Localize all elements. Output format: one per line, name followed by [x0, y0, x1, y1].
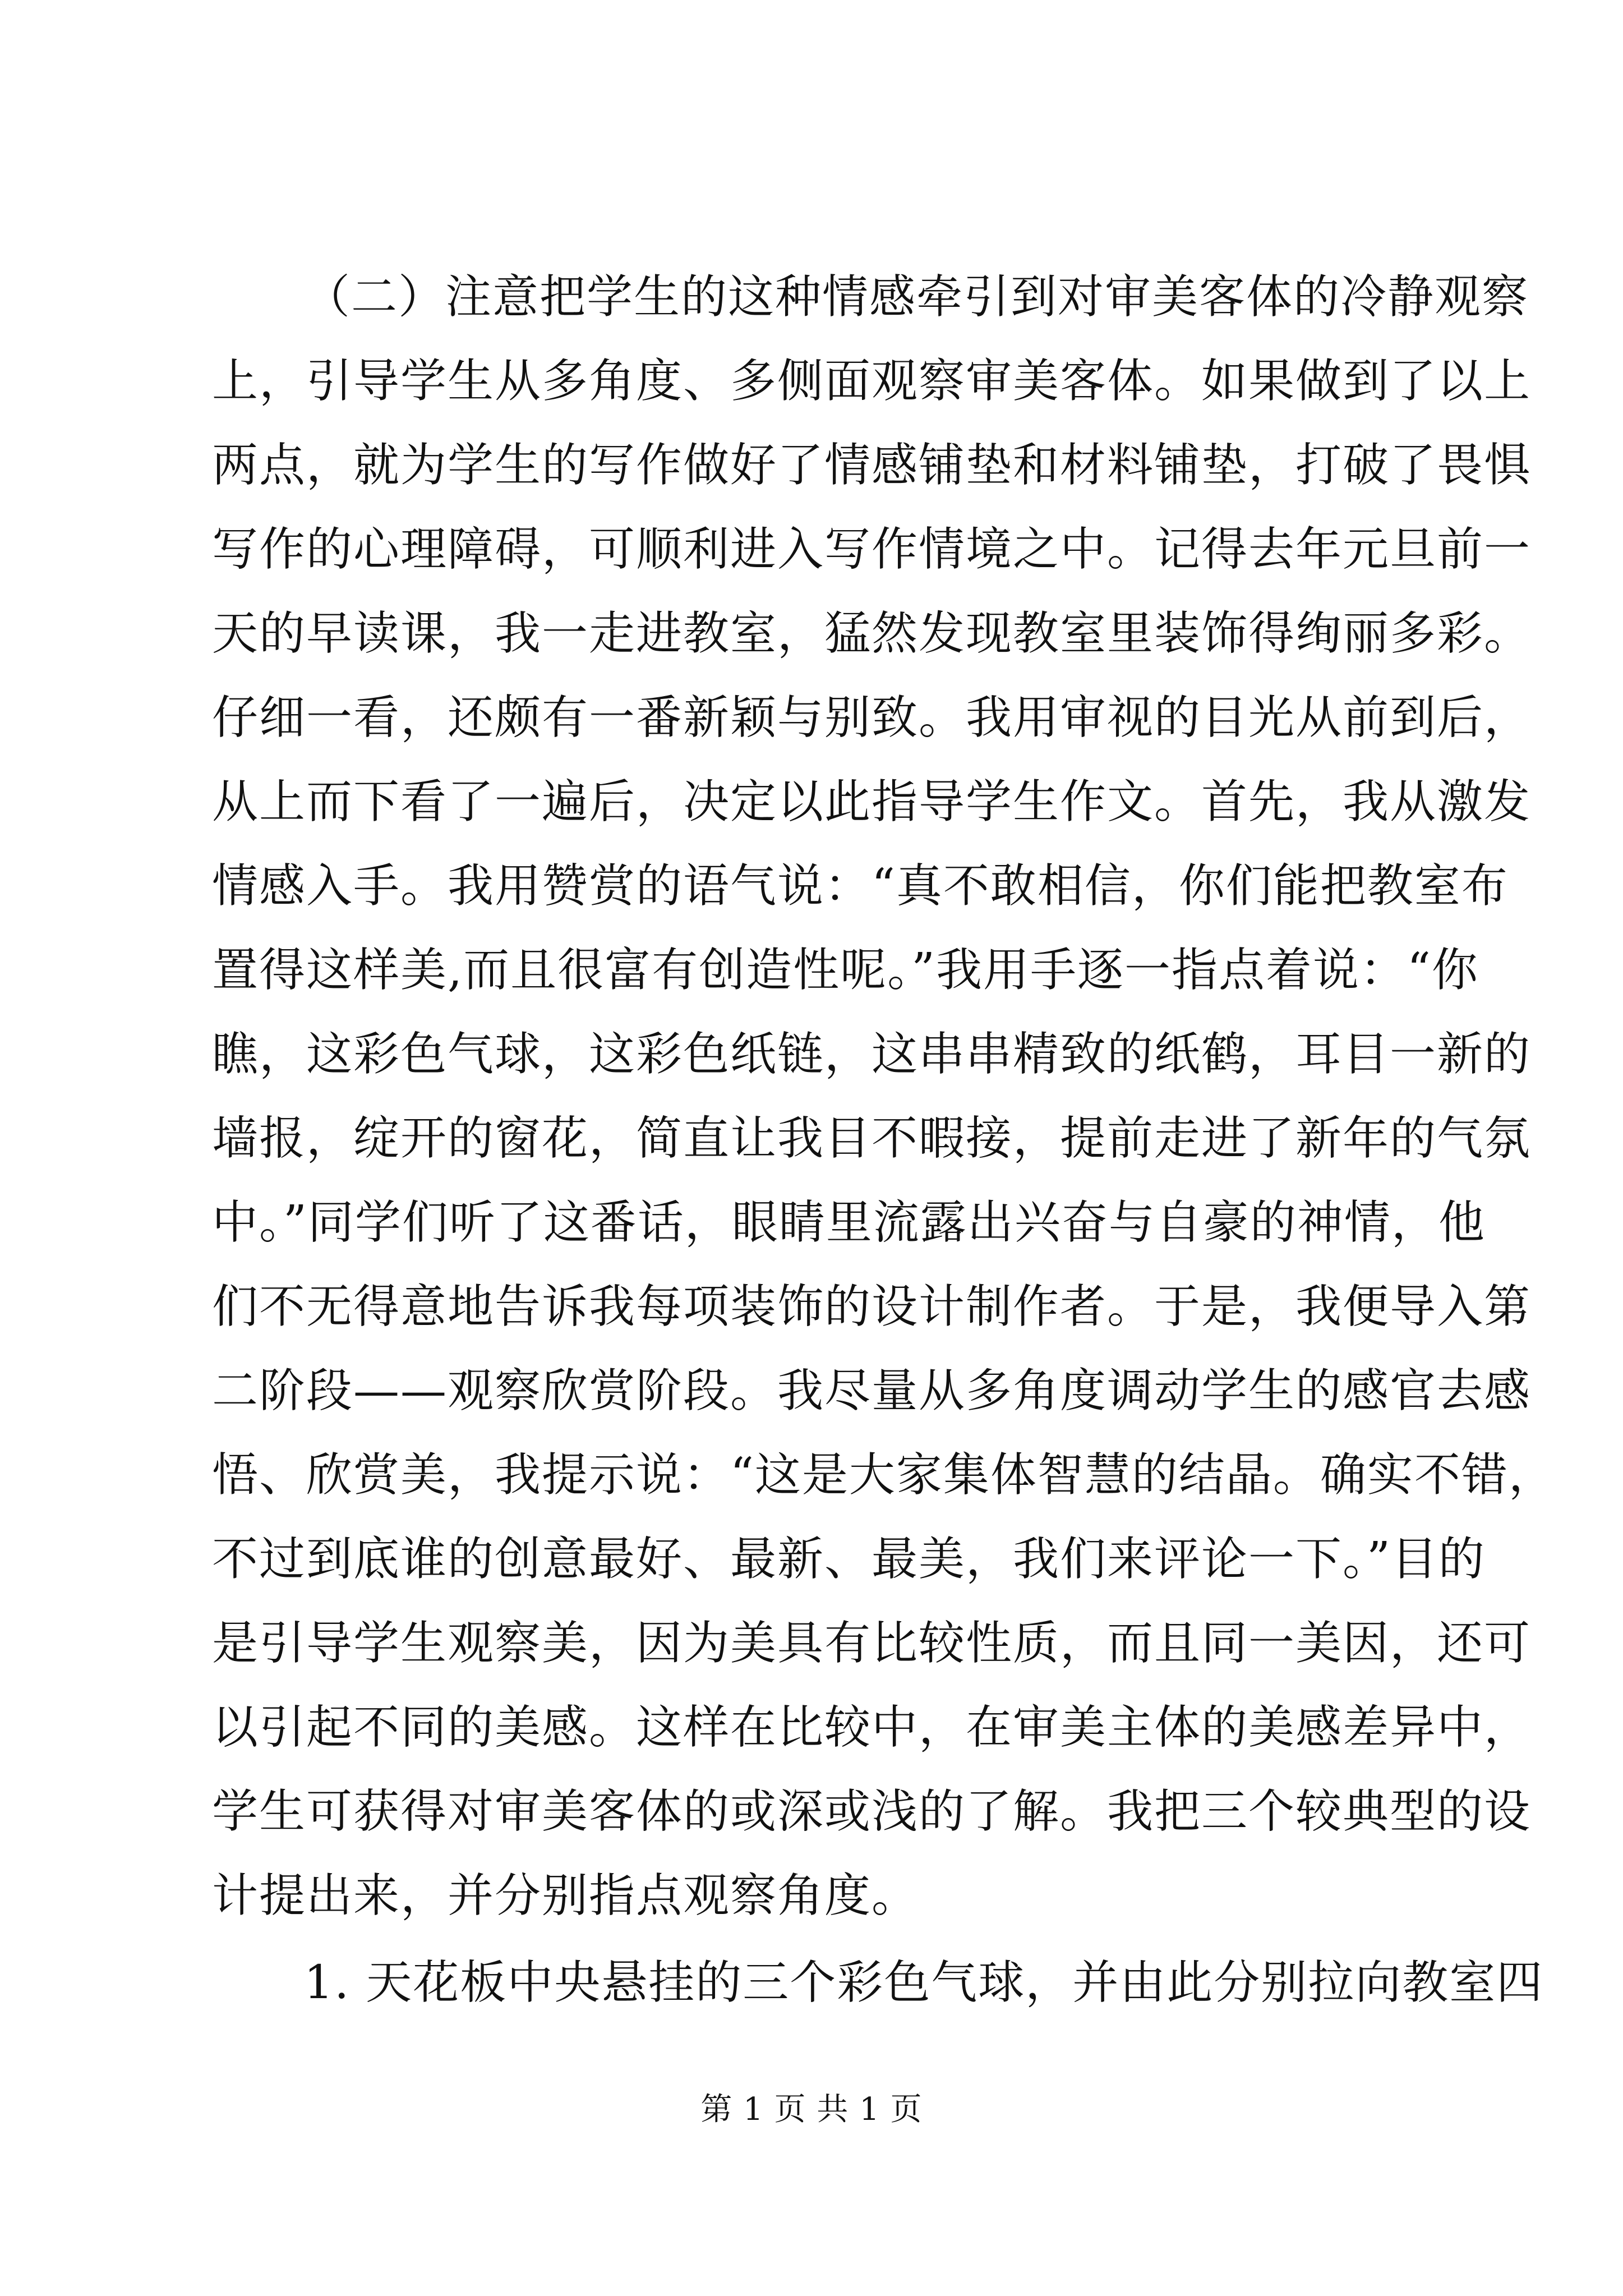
text-line: 们不无得意地告诉我每项装饰的设计制作者。于是，我便导入第 [212, 1280, 1532, 1333]
text-line: 悟、欣赏美，我提示说：“这是大家集体智慧的结晶。确实不错， [212, 1448, 1556, 1502]
text-line: 瞧，这彩色气球，这彩色纸链，这串串精致的纸鹤，耳目一新的 [212, 1028, 1532, 1081]
text-line: 是引导学生观察美，因为美具有比较性质，而且同一美因，还可 [212, 1617, 1532, 1670]
page-footer: 第 1 页 共 1 页 [700, 2091, 923, 2128]
text-line: 从上而下看了一遍后，决定以此指导学生作文。首先，我从激发 [212, 775, 1532, 829]
text-line: 二阶段——观察欣赏阶段。我尽量从多角度调动学生的感官去感 [212, 1364, 1532, 1418]
text-line: （二）注意把学生的这种情感牵引到对审美客体的冷静观察 [304, 270, 1529, 324]
text-line: 学生可获得对审美客体的或深或浅的了解。我把三个较典型的设 [212, 1785, 1532, 1838]
text-line: 两点，就为学生的写作做好了情感铺垫和材料铺垫，打破了畏惧 [212, 439, 1532, 492]
text-line: 中。”同学们听了这番话，眼睛里流露出兴奋与自豪的神情，他 [212, 1196, 1486, 1249]
text-line: 以引起不同的美感。这样在比较中，在审美主体的美感差异中， [212, 1701, 1532, 1754]
text-line: 上，引导学生从多角度、多侧面观察审美客体。如果做到了以上 [212, 355, 1532, 408]
text-line: 1. 天花板中央悬挂的三个彩色气球，并由此分别拉向教室四 [304, 1956, 1544, 2009]
text-line: 写作的心理障碍，可顺利进入写作情境之中。记得去年元旦前一 [212, 523, 1532, 576]
text-line: 置得这样美,而且很富有创造性呢。”我用手逐一指点着说：“你 [212, 944, 1479, 997]
text-line: 情感入手。我用赞赏的语气说：“真不敢相信，你们能把教室布 [212, 859, 1509, 913]
text-line: 不过到底谁的创意最好、最新、最美，我们来评论一下。”目的 [212, 1533, 1486, 1586]
text-line: 墙报，绽开的窗花，简直让我目不暇接，提前走进了新年的气氛 [212, 1112, 1532, 1165]
text-line: 天的早读课，我一走进教室，猛然发现教室里装饰得绚丽多彩。 [212, 607, 1532, 660]
text-line: 计提出来，并分别指点观察角度。 [212, 1869, 919, 1922]
text-line: 仔细一看，还颇有一番新颖与别致。我用审视的目光从前到后， [212, 691, 1532, 744]
